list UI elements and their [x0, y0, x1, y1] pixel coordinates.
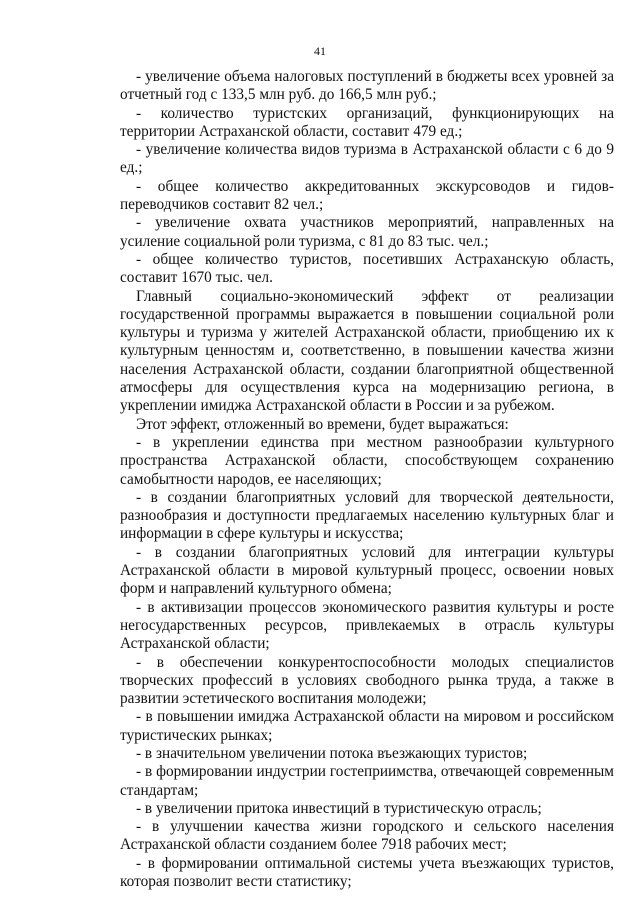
paragraph-tourist-organizations: - количество туристских организаций, функционирующих на территории Астраханской области, составит 479 ед.; — [120, 104, 614, 140]
paragraph-competitiveness: - в обеспечении конкурентоспособности молодых специалистов творческих профессий в условиях свободного рынка труда, а также в развитии эстетического воспитания молодежи; — [120, 653, 614, 708]
paragraph-guides: - общее количество аккредитованных экскурсоводов и гидов-переводчиков составит 82 чел.; — [120, 177, 614, 214]
paragraph-creative-conditions: - в создании благоприятных условий для творческой деятельности, разнообразия и доступности предлагаемых населению культурных благ и информации в сфере культуры и искусства; — [120, 488, 614, 543]
paragraph-image: - в повышении имиджа Астраханской области на мировом и российском туристических рынках; — [120, 708, 614, 744]
paragraph-economic-development: - в активизации процессов экономического развития культуры и росте негосударственных ресурсов, привлекаемых в отрасль культуры Астраханской области; — [120, 598, 614, 653]
paragraph-event-participants: - увеличение охвата участников мероприятий, направленных на усиление социальной роли туризма, с 81 до 83 тыс. чел.; — [120, 214, 614, 250]
document-body — [120, 68, 614, 891]
paragraph-tourists-total: - общее количество туристов, посетивших Астраханскую область, составит 1670 тыс. чел. — [120, 250, 614, 287]
paragraph-quality-of-life: - в улучшении качества жизни городского и сельского населения Астраханской области созданием более 7918 рабочих мест; — [120, 818, 614, 854]
paragraph-investments: - в увеличении притока инвестиций в туристическую отрасль; — [136, 799, 542, 817]
paragraph-tax-revenue: - увеличение объема налоговых поступлений в бюджеты всех уровней за отчетный год с 133,5 млн руб. до 166,5 млн руб.; — [120, 68, 614, 104]
page-number: 41 — [314, 44, 326, 58]
paragraph-integration: - в создании благоприятных условий для интеграции культуры Астраханской области в мировой культурный процесс, освоении новых форм и направлений культурного обмена; — [120, 543, 614, 598]
paragraph-tourist-accounting: - в формировании оптимальной системы учета въезжающих туристов, которая позволит вести статистику; — [120, 854, 614, 891]
paragraph-hospitality: - в формировании индустрии гостеприимства, отвечающей современным стандартам; — [120, 763, 614, 799]
paragraph-tourism-types: - увеличение количества видов туризма в Астраханской области с 6 до 9 ед.; — [120, 141, 614, 177]
paragraph-effect-intro: Этот эффект, отложенный во времени, будет выражаться: — [136, 415, 509, 433]
paragraph-cultural-unity: - в укреплении единства при местном разнообразии культурного пространства Астраханской области, способствующем сохранению самобытности народов, ее населяющих; — [120, 433, 614, 488]
paragraph-tourist-flow: - в значительном увеличении потока въезжающих туристов; — [136, 744, 528, 762]
paragraph-main-effect: Главный социально-экономический эффект от реализации государственной программы выражается в повышении социальной роли культуры и туризма у жителей Астраханской области, приобщению их к культурным ценностям и, соответственно, в повышении качества жизни населения Астраханской области, создании благоприятной общественной атмосферы для осуществления курса на модернизацию региона, в укреплении имиджа Астраханской области в России и за рубежом. — [120, 287, 614, 415]
